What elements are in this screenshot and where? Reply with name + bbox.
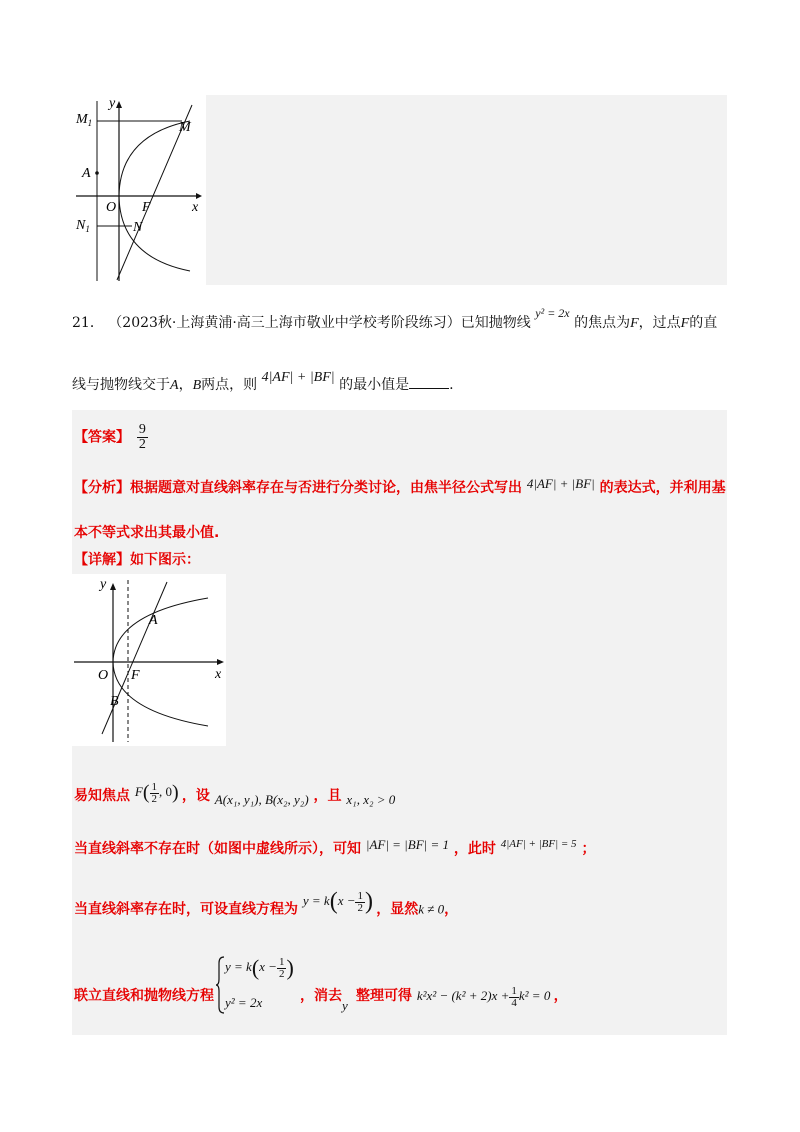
figure-1-graph	[72, 95, 206, 285]
question-expression: 4|AF| + |BF|	[261, 370, 335, 385]
answer-fraction: $\frac{9}{2}$	[138, 422, 146, 452]
question-line-1: 21． （2023秋·上海黄浦·高三上海市敬业中学校考阶段练习）已知抛物线 y² = 2x 的焦点为F，过点F的直	[72, 306, 718, 331]
parabola-equation: y² = 2x	[535, 306, 570, 320]
step-1-line: 易知焦点 F( $\frac{1}{2}$ , 0) ，设 A(x₁, y₁), B(x₂, y₂) ，且 x₁, x₂ > 0	[74, 780, 396, 807]
system-line-2: y² = 2x	[225, 995, 263, 1010]
question-number: 21．	[72, 315, 104, 331]
label-F: F	[131, 668, 140, 683]
step-4-text-2: ，消去y	[300, 988, 348, 1013]
system-of-equations	[215, 955, 305, 1015]
label-A: A	[149, 613, 158, 628]
system-line-1: y = k(x − $\frac{1}{2}$ )	[225, 955, 294, 980]
line-equation: y = k(x − $\frac{1}{2}$ )	[302, 889, 373, 915]
step-3-line: 当直线斜率存在时，可设直线方程为 y = k(x − $\frac{1}{2}$ ) ，显然k ≠ 0，	[74, 889, 459, 918]
analysis-line-1: 【分析】根据题意对直线斜率存在与否进行分类讨论，由焦半径公式写出 4|AF| + |BF| 的表达式，并利用基	[74, 476, 726, 496]
value-equation: 4|AF| + |BF| = 5	[500, 838, 577, 850]
label-y: y	[100, 577, 107, 592]
equal-distance-equation: |AF| = |BF| = 1	[365, 837, 449, 852]
answer-label: 【答案】	[74, 429, 130, 446]
analysis-expression: 4|AF| + |BF|	[526, 476, 595, 491]
step-4-prefix: 联立直线和抛物线方程	[74, 988, 214, 1004]
figure-2-graph	[72, 574, 226, 746]
label-N1: $N_1$	[76, 218, 90, 234]
answer-blank	[409, 376, 449, 389]
detail-label: 【详解】	[74, 552, 130, 568]
label-N: N	[133, 220, 143, 235]
answer-line	[74, 423, 148, 452]
label-x: x	[192, 200, 199, 215]
analysis-line-2: 本不等式求出其最小值.	[74, 525, 220, 541]
label-O: O	[98, 668, 109, 683]
x-positive-condition: x₁, x₂ > 0	[346, 792, 396, 807]
label-M: M	[179, 120, 191, 135]
step-4-text-3: 整理可得 k²x² − (k² + 2)x + $\frac{1}{4}$ k² = 0 ，	[356, 984, 568, 1009]
analysis-label: 【分析】	[74, 480, 130, 496]
label-O: O	[106, 200, 117, 215]
quadratic-equation: k²x² − (k² + 2)x + $\frac{1}{4}$ k² = 0	[416, 984, 551, 1009]
system-brace	[215, 955, 225, 1015]
label-x: x	[215, 667, 222, 682]
label-B: B	[110, 694, 119, 709]
point-A	[95, 171, 99, 175]
focus-coordinates: F( $\frac{1}{2}$ , 0)	[134, 780, 179, 805]
label-F: F	[142, 200, 151, 215]
step-2-line: 当直线斜率不存在时（如图中虚线所示），可知 |AF| = |BF| = 1 ，此时 $^{4|AF| + |BF| = 5}$ ；	[74, 837, 596, 857]
label-A: A	[82, 166, 91, 181]
figure-2-background	[72, 574, 226, 746]
points-A-B: A(x₁, y₁), B(x₂, y₂)	[214, 792, 309, 807]
question-source: （2023秋·上海黄浦·高三上海市敬业中学校考阶段练习）已知抛物线	[108, 315, 531, 331]
detail-line: 【详解】如下图示：	[74, 552, 200, 568]
label-M1: $M_1$	[76, 112, 93, 128]
k-nonzero: k ≠ 0	[418, 901, 445, 917]
question-line-2: 线与抛物线交于A，B两点，则 4|AF| + |BF| 的最小值是 .	[72, 370, 454, 393]
label-y: y	[109, 96, 116, 111]
